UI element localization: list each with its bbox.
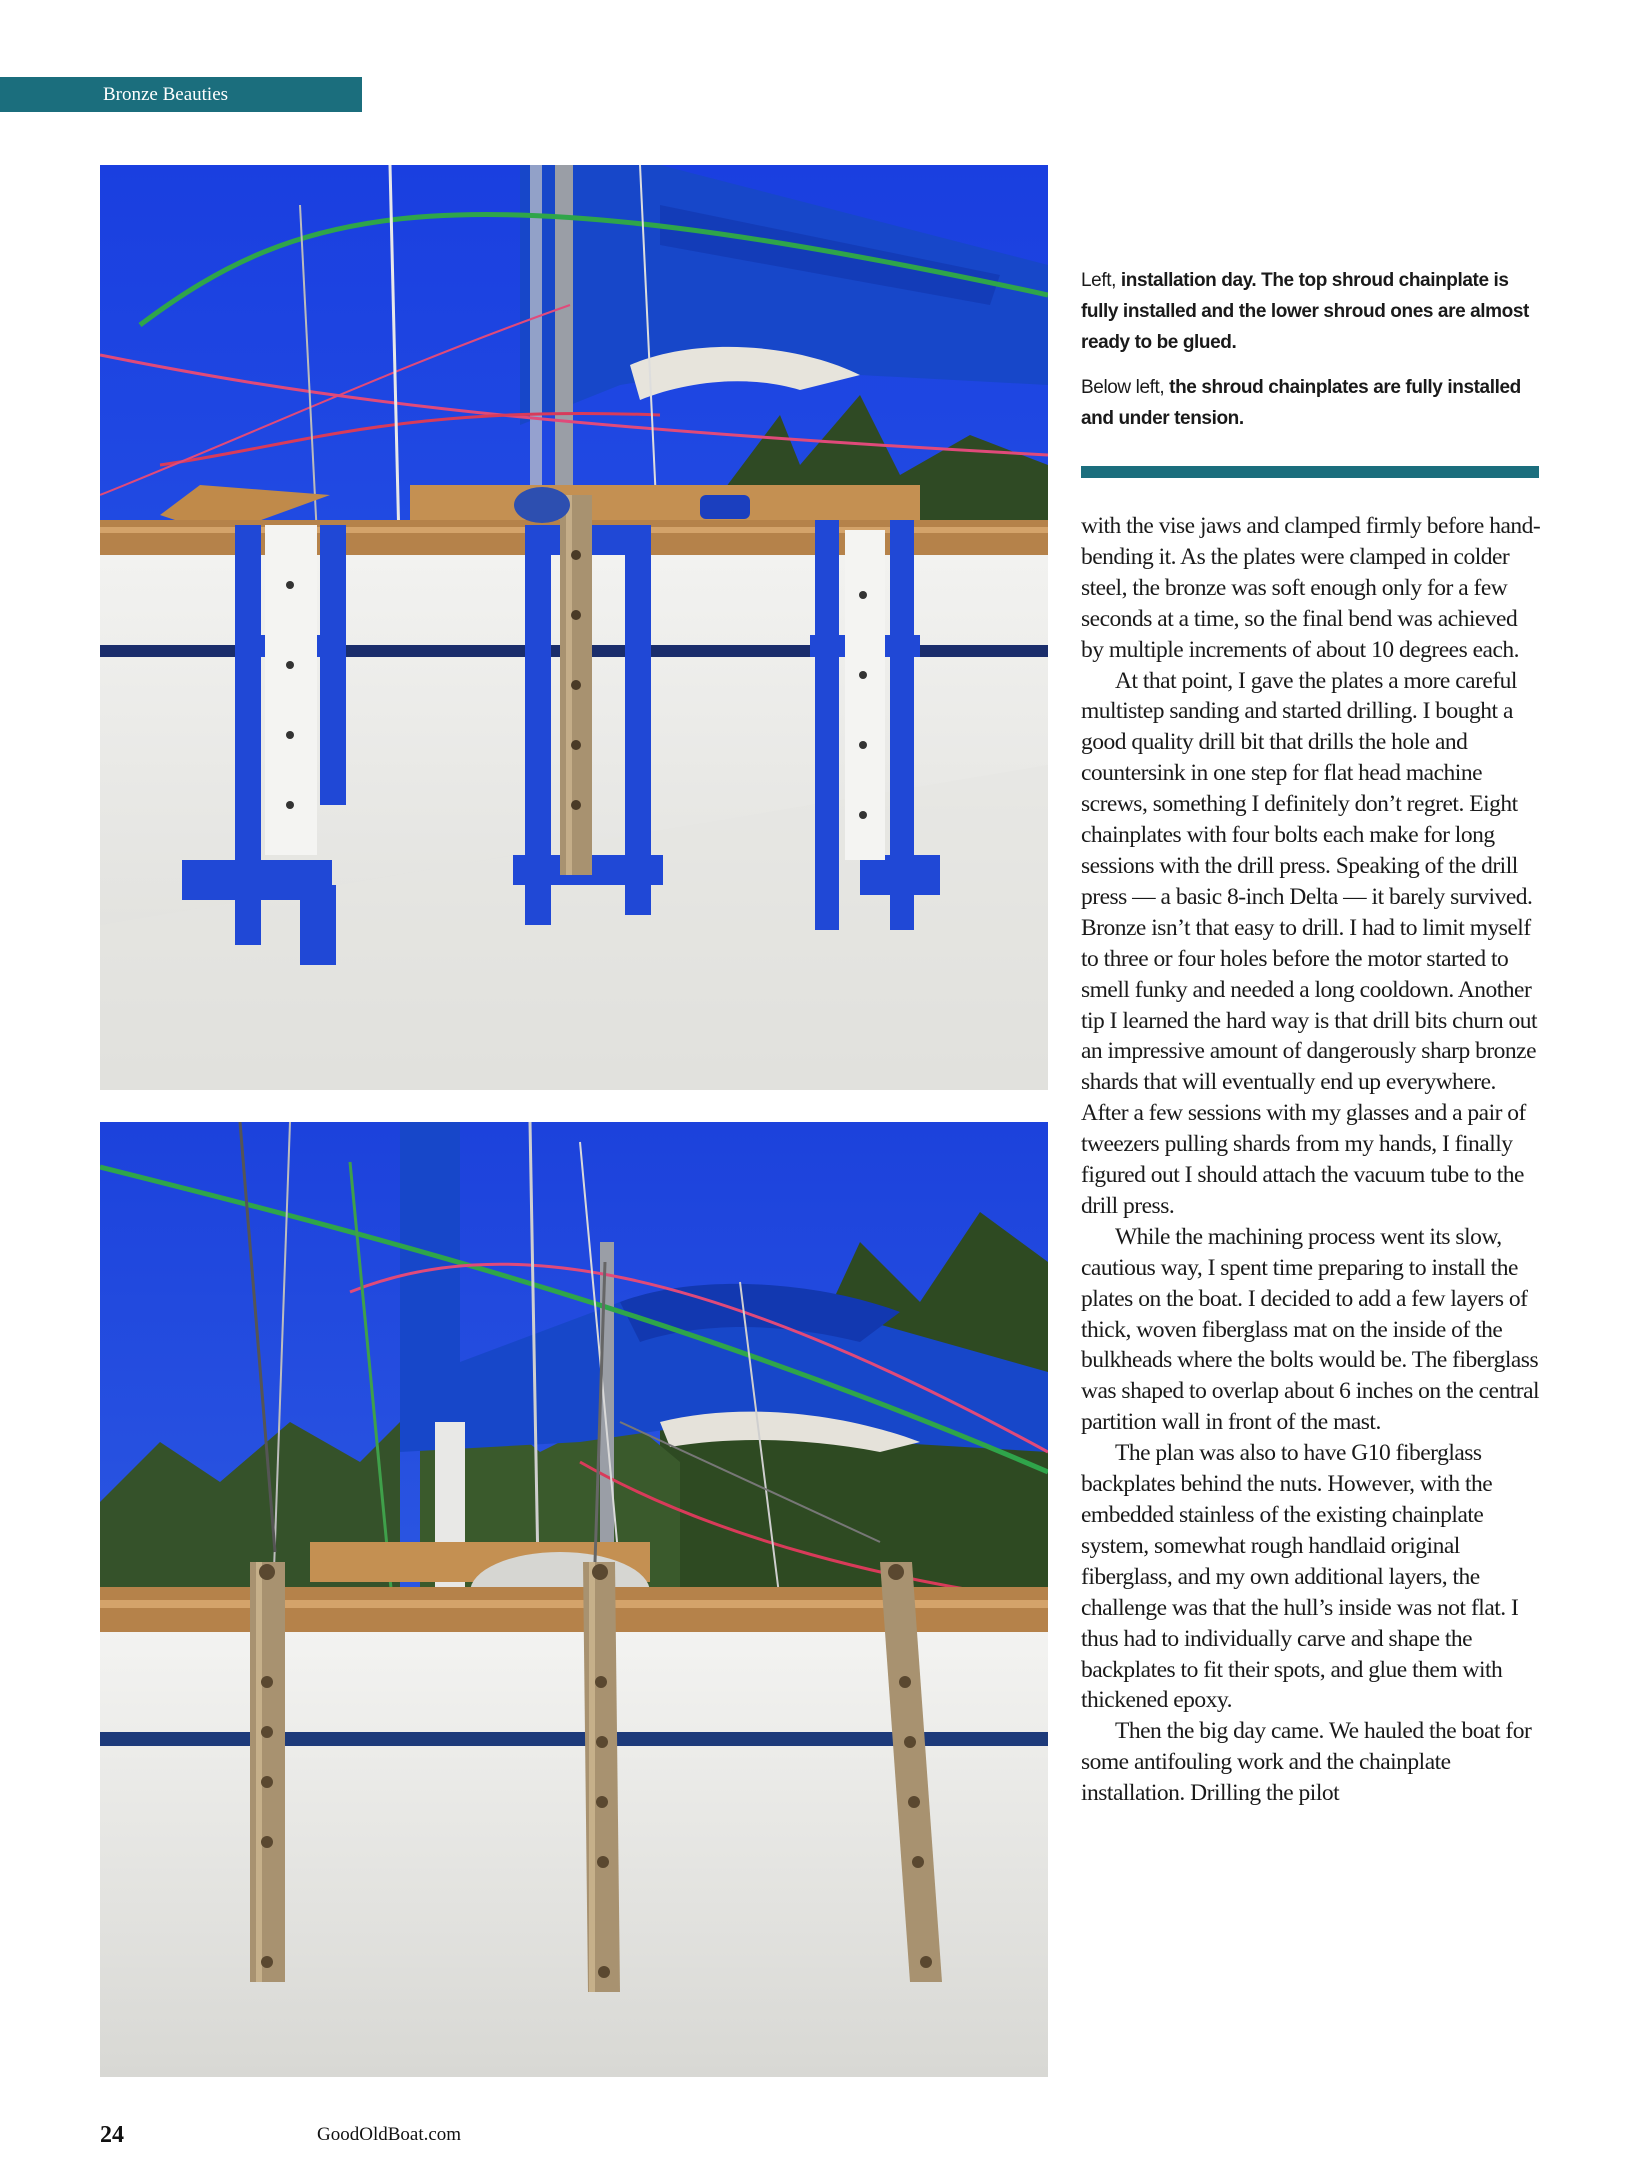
photo-shroud-chainplates-illustration <box>100 1122 1048 2077</box>
page-number: 24 <box>100 2122 124 2148</box>
body-paragraph: At that point, I gave the plates a more careful multistep sanding and started drilling. I bought a good quality drill bit that drills the hole and countersink in one step for flat head machine screws, something I definitely don’t regret. Eight chainplates with four bolts each make for long sessions with the drill press. Speaking of the drill press — a basic 8-inch Delta — it barely survived. Bronze isn’t that easy to drill. I had to limit myself to three or four holes before the motor started to smell funky and needed a long cooldown. Another tip I learned the hard way is that drill bits churn out an impressive amount of dangerously sharp bronze shards that will eventually end up everywhere. After a few sessions with my glasses and a pair of tweezers pulling shards from my hands, I finally figured out I should attach the vacuum tube to the drill press. <box>1081 667 1538 1219</box>
section-label: Bronze Beauties <box>0 77 362 112</box>
body-paragraph: While the machining process went its slow, cautious way, I spent time preparing to install the plates on the boat. I decided to add a few layers of thick, woven fiberglass mat on the inside of the bulkheads where the bolts would be. The fiberglass was shaped to overlap about 6 inches on the central partition wall in front of the mast. <box>1081 1223 1540 1436</box>
body-paragraph: The plan was also to have G10 fiberglass backplates behind the nuts. However, with the embedded stainless of the existing chainplate system, somewhat rough handlaid original fiberglass, and my own additional layers, the challenge was that the hull’s inside was not flat. I thus had to individually carve and shape the backplates to fit their spots, and glue them with thickened epoxy. <box>1081 1440 1519 1714</box>
photo-installation-day <box>100 165 1048 1090</box>
caption-left <box>1081 265 1541 358</box>
caption-below-text: the shroud chainplates are fully installed and under tension. <box>1081 377 1521 429</box>
caption-below-left <box>1081 372 1541 434</box>
caption-left-text: installation day. The top shroud chainplate is fully installed and the lower shroud ones are almost ready to be glued. <box>1081 270 1529 353</box>
photo-shroud-chainplates <box>100 1122 1048 2077</box>
caption-below-lead: Below left, <box>1081 377 1165 398</box>
website-url: GoodOldBoat.com <box>317 2124 462 2145</box>
photo-installation-day-illustration <box>100 165 1048 1090</box>
photo-caption <box>1081 265 1541 448</box>
caption-left-lead: Left, <box>1081 270 1116 291</box>
article-body <box>1081 511 1543 1809</box>
caption-divider <box>1081 466 1539 478</box>
body-paragraph: Then the big day came. We hauled the boat for some antifouling work and the chainplate installation. Drilling the pilot <box>1081 1718 1532 1807</box>
body-paragraph: with the vise jaws and clamped firmly before hand-bending it. As the plates were clamped in colder steel, the bronze was soft enough only for a few seconds at a time, so the final bend was achieved by multiple increments of about 10 degrees each. <box>1081 513 1541 663</box>
